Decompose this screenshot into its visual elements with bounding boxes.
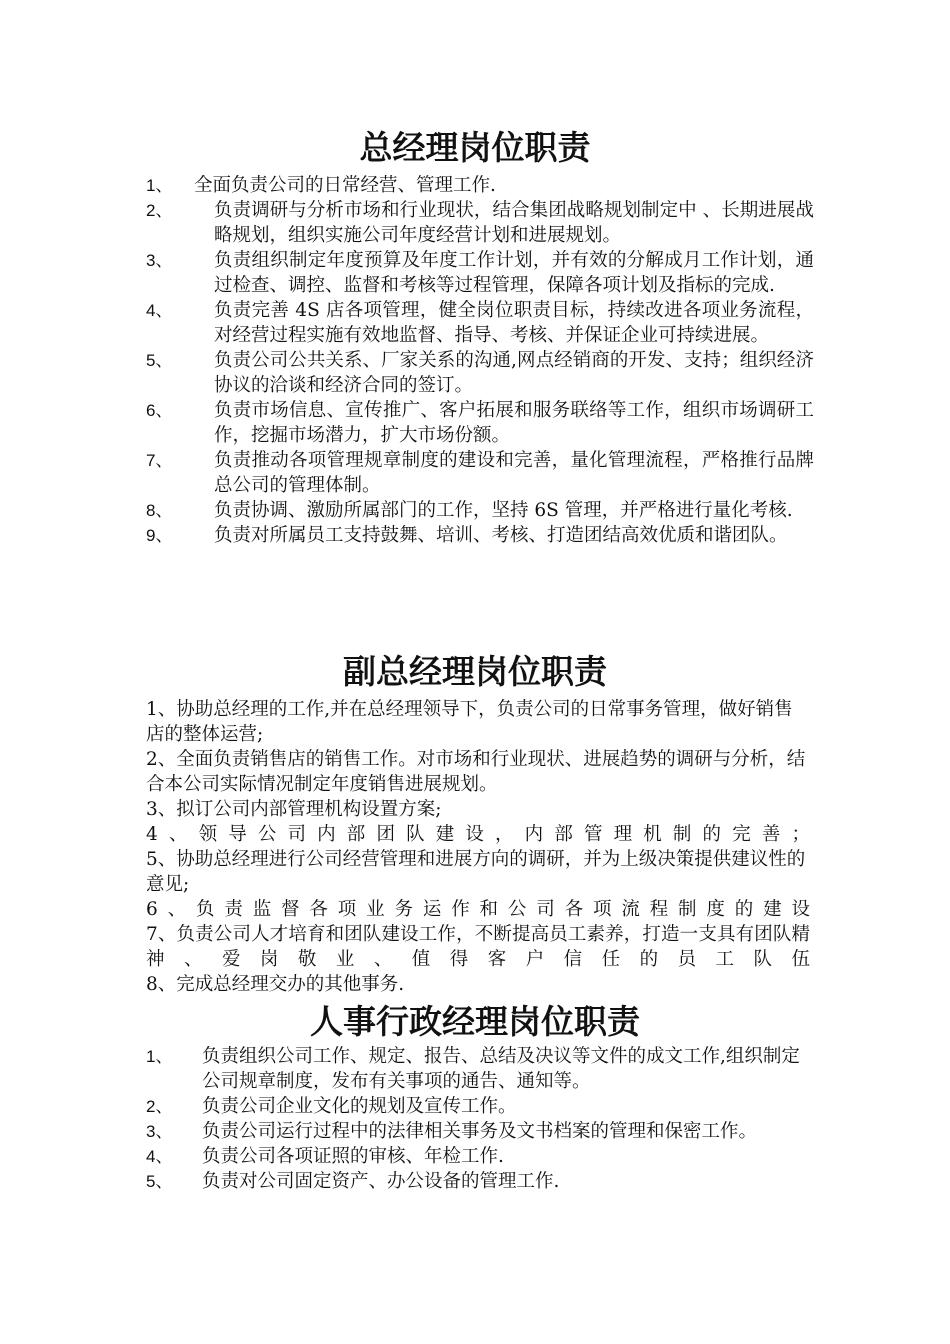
list-item <box>0 1169 950 1194</box>
item-text: 负责调研与分析市场和行业现状，结合集团战略规划制定中 、长期进展战略规划，组织实施公司年度经营计划和进展规划。 <box>214 200 814 246</box>
list-item <box>0 298 950 348</box>
duty-paragraph: 5、协助总经理进行公司经营管理和进展方向的调研，并为上级决策提供建议性的意见; <box>146 849 806 895</box>
list-item <box>0 348 950 398</box>
list-item <box>0 398 950 448</box>
list-item <box>0 173 950 198</box>
list-item <box>0 248 950 298</box>
item-number: 2、 <box>146 1097 173 1116</box>
item-number: 1、 <box>146 1047 173 1066</box>
duty-paragraph: 4、领导公司内部团队建设，内部管理机制的完善； <box>146 824 810 845</box>
item-number: 7、 <box>146 451 173 470</box>
deputy-general-manager-duties <box>146 697 810 997</box>
item-number: 5、 <box>146 1172 173 1191</box>
item-number: 4、 <box>146 301 173 320</box>
item-number: 4、 <box>146 1147 173 1166</box>
duty-paragraph: 1、协助总经理的工作,并在总经理领导下，负责公司的日常事务管理，做好销售店的整体运营; <box>146 699 793 745</box>
item-text: 负责公司各项证照的审核、年检工作. <box>202 1146 504 1167</box>
item-text: 负责公司企业文化的规划及宣传工作。 <box>202 1096 517 1117</box>
list-item <box>0 523 950 548</box>
duty-paragraph: 3、拟订公司内部管理机构设置方案; <box>146 799 442 820</box>
item-text: 负责对公司固定资产、办公设备的管理工作. <box>202 1171 560 1192</box>
item-text: 负责推动各项管理规章制度的建设和完善，量化管理流程，严格推行品牌总公司的管理体制。 <box>214 450 814 496</box>
list-item <box>0 1119 950 1144</box>
item-number: 2、 <box>146 201 173 220</box>
section-title-deputy-general-manager: 副总经理岗位职责 <box>343 652 607 691</box>
item-text: 负责组织制定年度预算及年度工作计划，并有效的分解成月工作计划，通过检查、调控、监督和考核等过程管理，保障各项计划及指标的完成. <box>214 250 814 296</box>
duty-paragraph: 2、全面负责销售店的销售工作。对市场和行业现状、进展趋势的调研与分析，结合本公司实际情况制定年度销售进展规划。 <box>146 749 806 795</box>
hr-admin-manager-duty-list <box>0 1044 950 1194</box>
item-number: 1、 <box>146 176 173 195</box>
section-title-general-manager: 总经理岗位职责 <box>359 128 591 167</box>
item-number: 5、 <box>146 351 173 370</box>
list-item <box>0 198 950 248</box>
item-text: 负责完善 4S 店各项管理，健全岗位职责目标，持续改进各项业务流程，对经营过程实施有效地监督、指导、考核、并保证企业可持续进展。 <box>214 300 814 346</box>
item-number: 8、 <box>146 501 173 520</box>
duty-paragraph: 7、负责公司人才培育和团队建设工作，不断提高员工素养，打造一支具有团队精神、爱岗敬业、值得客户信任的员工队伍 <box>146 924 810 970</box>
list-item <box>0 498 950 523</box>
section-title-hr-admin-manager: 人事行政经理岗位职责 <box>310 1002 640 1041</box>
item-number: 3、 <box>146 251 173 270</box>
list-item <box>0 448 950 498</box>
duty-paragraph: 6、负责监督各项业务运作和公司各项流程制度的建设 <box>146 899 810 920</box>
item-text: 全面负责公司的日常经营、管理工作. <box>194 175 496 196</box>
item-text: 负责协调、激励所属部门的工作，坚持 6S 管理，并严格进行量化考核. <box>214 500 793 521</box>
list-item <box>0 1144 950 1169</box>
item-text: 负责对所属员工支持鼓舞、培训、考核、打造团结高效优质和谐团队。 <box>214 525 788 546</box>
item-text: 负责公司运行过程中的法律相关事务及文书档案的管理和保密工作。 <box>202 1121 758 1142</box>
list-item <box>0 1044 950 1094</box>
item-number: 9、 <box>146 526 173 545</box>
item-number: 3、 <box>146 1122 173 1141</box>
list-item <box>0 1094 950 1119</box>
item-text: 负责组织公司工作、规定、报告、总结及决议等文件的成文工作,组织制定公司规章制度，发布有关事项的通告、通知等。 <box>202 1046 800 1092</box>
general-manager-duty-list <box>0 173 950 548</box>
item-text: 负责市场信息、宣传推广、客户拓展和服务联络等工作，组织市场调研工作，挖掘市场潜力，扩大市场份额。 <box>214 400 814 446</box>
duty-paragraph: 8、完成总经理交办的其他事务. <box>146 974 405 995</box>
item-text: 负责公司公共关系、厂家关系的沟通,网点经销商的开发、支持；组织经济协议的洽谈和经济合同的签订。 <box>214 350 814 396</box>
item-number: 6、 <box>146 401 173 420</box>
